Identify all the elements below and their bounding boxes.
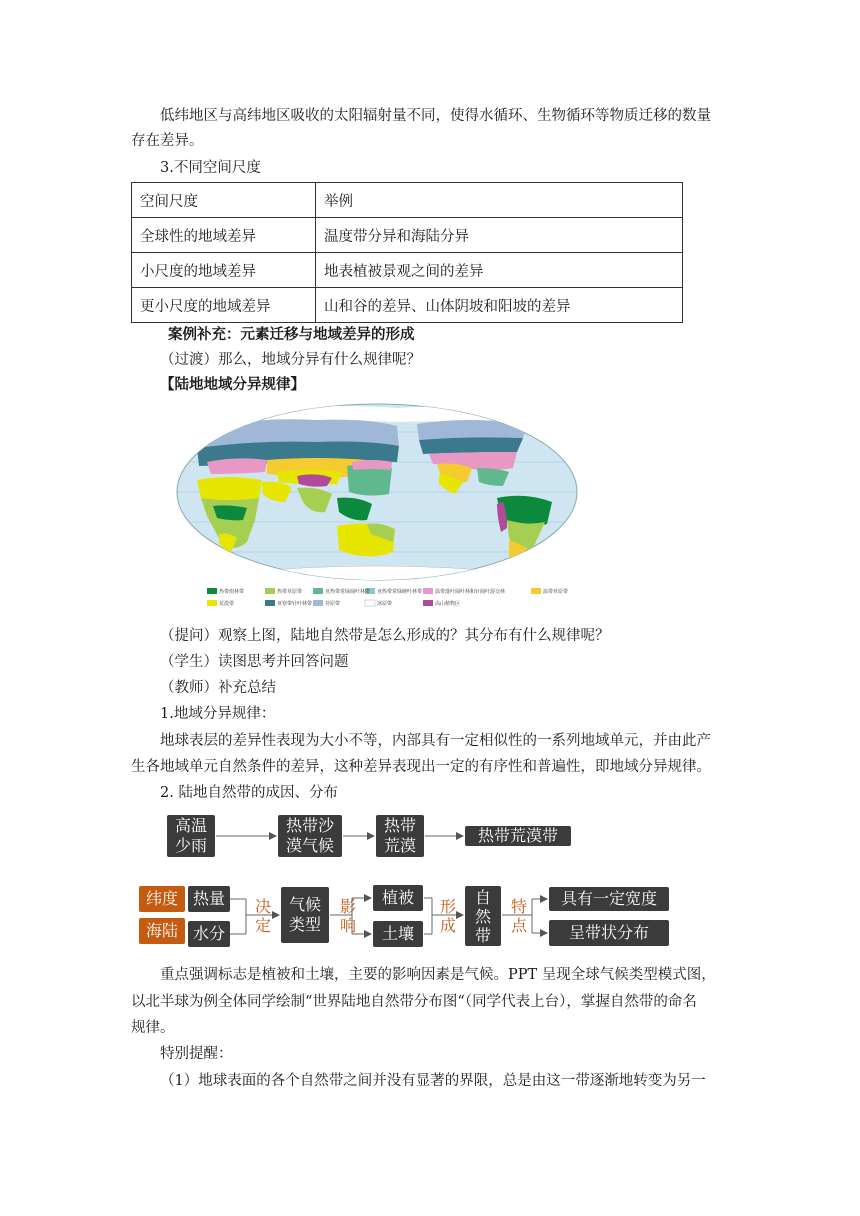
- flow-text: 响: [339, 916, 356, 935]
- flow-text: 热带: [383, 816, 416, 835]
- land-rule-title: 【陆地地域分异规律】: [160, 377, 305, 393]
- flow-text: 海陆: [145, 921, 178, 940]
- reminder-title: 特别提醒：: [160, 1046, 233, 1062]
- legend-label: 苔原带: [325, 601, 341, 607]
- flow-text: 少雨: [174, 836, 207, 855]
- ask-text: （提问）观察上图，陆地自然带是怎么形成的？其分布有什么规律呢？: [160, 628, 610, 644]
- table-header-cell: 空间尺度: [132, 183, 316, 218]
- table-cell: 全球性的地域差异: [132, 218, 316, 253]
- flow-text: 然: [474, 906, 491, 926]
- table-cell: 地表植被景观之间的差异: [316, 253, 683, 288]
- flow-text: 热带沙: [285, 816, 334, 835]
- flow-text: 具有一定宽度: [560, 889, 657, 908]
- flow-text: 定: [254, 916, 271, 935]
- flow-text: 自: [474, 887, 491, 907]
- section-3-title: 3.不同空间尺度: [160, 160, 261, 176]
- flow-text: 类型: [288, 915, 321, 934]
- intro-line-1: 低纬地区与高纬地区吸收的太阳辐射量不同，使得水循环、生物循环等物质迁移的数量: [160, 108, 711, 124]
- emphasis-line-3: 规律。: [131, 1020, 175, 1036]
- table-cell: 山和谷的差异、山体阴坡和阳坡的差异: [316, 288, 683, 323]
- flow-text: 点: [510, 916, 527, 935]
- flow-text: 植被: [381, 888, 414, 907]
- legend-label: 亚寒带针叶林带: [277, 601, 313, 607]
- legend-label: 热带草原带: [277, 589, 303, 595]
- legend-label: 荒漠带: [219, 601, 235, 607]
- reminder-1: （1）地球表面的各个自然带之间并没有显著的界限，总是由这一带逐渐地转变为另一: [160, 1073, 706, 1089]
- intro-line-2: 存在差异。: [131, 133, 204, 149]
- flow-text: 带: [474, 925, 491, 945]
- legend-label: 温带草原带: [543, 589, 569, 595]
- rule2-title: 2. 陆地自然带的成因、分布: [160, 785, 338, 801]
- flow-text: 影: [339, 897, 356, 916]
- table-header-cell: 举例: [316, 183, 683, 218]
- emphasis-line-1: 重点强调标志是植被和土壤，主要的影响因素是气候。PPT 呈现全球气候类型模式图，: [160, 967, 716, 983]
- case-supplement: 案例补充：元素迁移与地域差异的形成: [168, 327, 415, 343]
- flow-text: 水分: [192, 924, 225, 943]
- flow-text: 成: [439, 916, 456, 935]
- flow-text: 荒漠: [383, 836, 416, 855]
- legend-label: 亚热带常绿阔叶林带: [325, 589, 371, 595]
- teacher-text: （教师）补充总结: [160, 680, 276, 696]
- rule1-line-2: 生各地域单元自然条件的差异，这种差异表现出一定的有序性和普遍性，即地域分异规律。: [131, 759, 711, 775]
- flow-text: 气候: [288, 895, 321, 914]
- table-cell: 温度带分异和海陆分异: [316, 218, 683, 253]
- flow-text: 纬度: [145, 889, 178, 908]
- flow-text: 高温: [174, 816, 207, 835]
- flow-text: 特: [510, 897, 527, 916]
- flow-text: 热带荒漠带: [477, 826, 558, 845]
- legend-label: 高山植物区: [435, 601, 461, 607]
- legend-label: 冰原带: [377, 601, 393, 607]
- rule1-title: 1.地域分异规律：: [160, 706, 276, 722]
- transition-text: （过渡）那么，地域分异有什么规律呢？: [160, 352, 421, 368]
- flow-text: 决: [254, 897, 271, 916]
- flow-text: 土壤: [381, 924, 414, 943]
- table-cell: 更小尺度的地域差异: [132, 288, 316, 323]
- flow-text: 热量: [192, 889, 225, 908]
- flow-text: 漠气候: [285, 836, 334, 855]
- flow-text: 形: [439, 897, 456, 916]
- table-cell: 小尺度的地域差异: [132, 253, 316, 288]
- legend-label: 亚热带常绿硬叶林带: [377, 589, 423, 595]
- rule1-line-1: 地球表层的差异性表现为大小不等，内部具有一定相似性的一系列地域单元，并由此产: [160, 733, 711, 749]
- flow-text: 呈带状分布: [568, 923, 649, 942]
- student-text: （学生）读图思考并回答问题: [160, 654, 349, 670]
- emphasis-line-2: 以北半球为例全体同学绘制“世界陆地自然带分布图“（同学代表上台），掌握自然带的命名: [131, 994, 697, 1010]
- legend-label: 热带雨林带: [219, 589, 245, 595]
- legend-label: 温带落叶阔叶林和针阔叶混交林: [435, 589, 506, 595]
